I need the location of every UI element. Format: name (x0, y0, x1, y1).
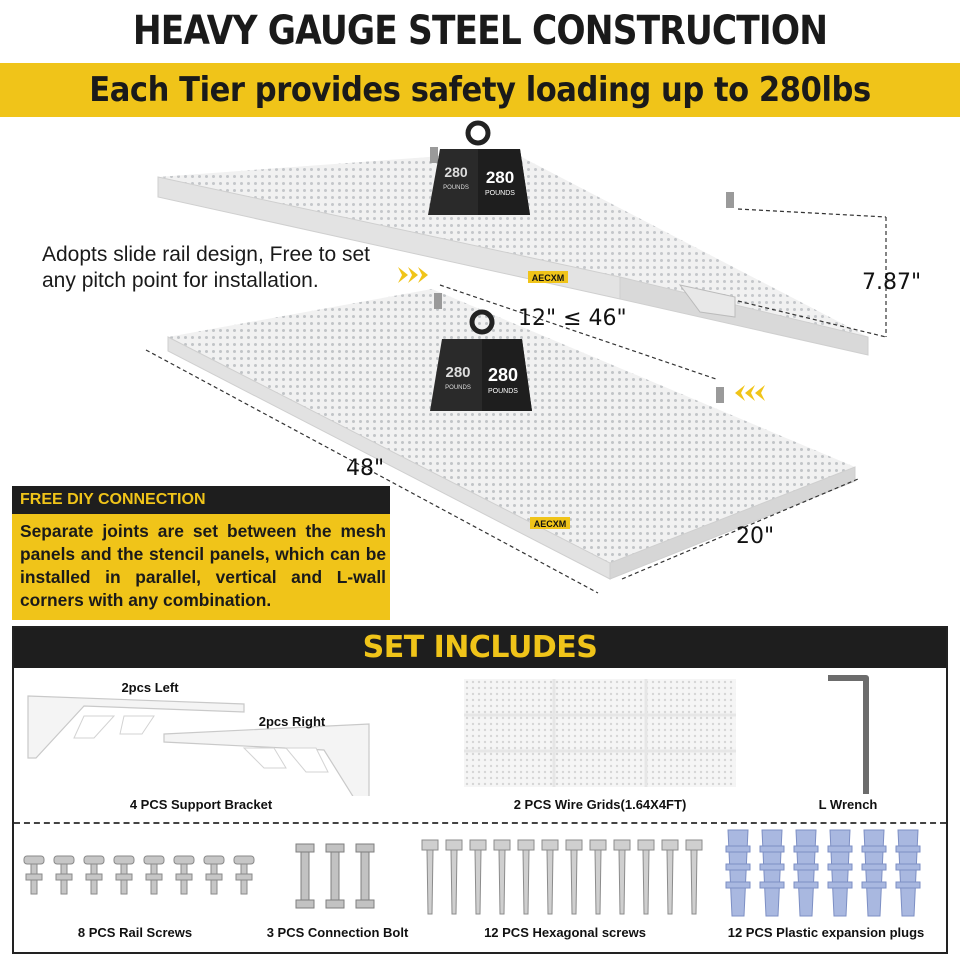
svg-text:AECXM: AECXM (531, 273, 565, 283)
slide-rail-note (42, 242, 370, 294)
caption-support-bracket: 4 PCS Support Bracket (129, 797, 273, 812)
caption-l-wrench: L Wrench (818, 797, 878, 812)
bracket-left-label: 2pcs Left (121, 680, 179, 695)
support-bracket-image (24, 676, 374, 796)
plastic-plugs-image (724, 826, 934, 922)
svg-text:280: 280 (445, 364, 471, 381)
brand-label-top (528, 271, 568, 283)
connection-bolts-image (292, 842, 382, 912)
caption-hex-screws: 12 PCS Hexagonal screws (484, 925, 646, 940)
note-line-1: Adopts slide rail design, Free to set (42, 243, 371, 266)
svg-text:280: 280 (485, 168, 515, 187)
svg-text:POUNDS: POUNDS (488, 388, 518, 395)
dimension-length: 48" (346, 456, 385, 481)
caption-wire-grids: 2 PCS Wire Grids(1.64X4FT) (513, 797, 687, 812)
hex-screws-image (420, 838, 710, 920)
svg-text:POUNDS: POUNDS (445, 385, 471, 391)
svg-text:280: 280 (444, 164, 468, 180)
brand-label-bottom (530, 517, 570, 529)
caption-connection-bolt: 3 PCS Connection Bolt (266, 925, 409, 940)
svg-text:POUNDS: POUNDS (443, 185, 469, 191)
l-wrench-image (822, 670, 882, 800)
dimension-width-range: 12" ≤ 46" (518, 306, 627, 331)
dimension-depth: 20" (736, 524, 775, 549)
headline: HEAVY GAUGE STEEL CONSTRUCTION (132, 8, 828, 54)
wire-grids-image (464, 679, 736, 787)
subheadline: Each Tier provides safety loading up to 280lbs (89, 70, 871, 110)
caption-rail-screws: 8 PCS Rail Screws (77, 925, 193, 940)
caption-plastic-plugs: 12 PCS Plastic expansion plugs (727, 925, 925, 940)
svg-text:POUNDS: POUNDS (485, 190, 515, 197)
diy-title: FREE DIY CONNECTION (12, 486, 390, 514)
note-line-2: any pitch point for installation. (42, 269, 319, 292)
subheadline-band (0, 63, 960, 117)
svg-text:280: 280 (487, 365, 519, 385)
dimension-height: 7.87" (862, 270, 922, 295)
section-divider (14, 822, 946, 824)
weight-top (428, 123, 530, 215)
diy-body: Separate joints are set between the mesh panels and the stencil panels, which can be installed in parallel, vertical and L-wall corners with any combination. (20, 521, 386, 610)
bracket-right-label: 2pcs Right (258, 714, 326, 729)
svg-text:AECXM: AECXM (533, 519, 567, 529)
diy-connection-box (12, 486, 390, 620)
rail-screws-image (20, 852, 260, 900)
set-includes-title: SET INCLUDES (14, 628, 946, 668)
